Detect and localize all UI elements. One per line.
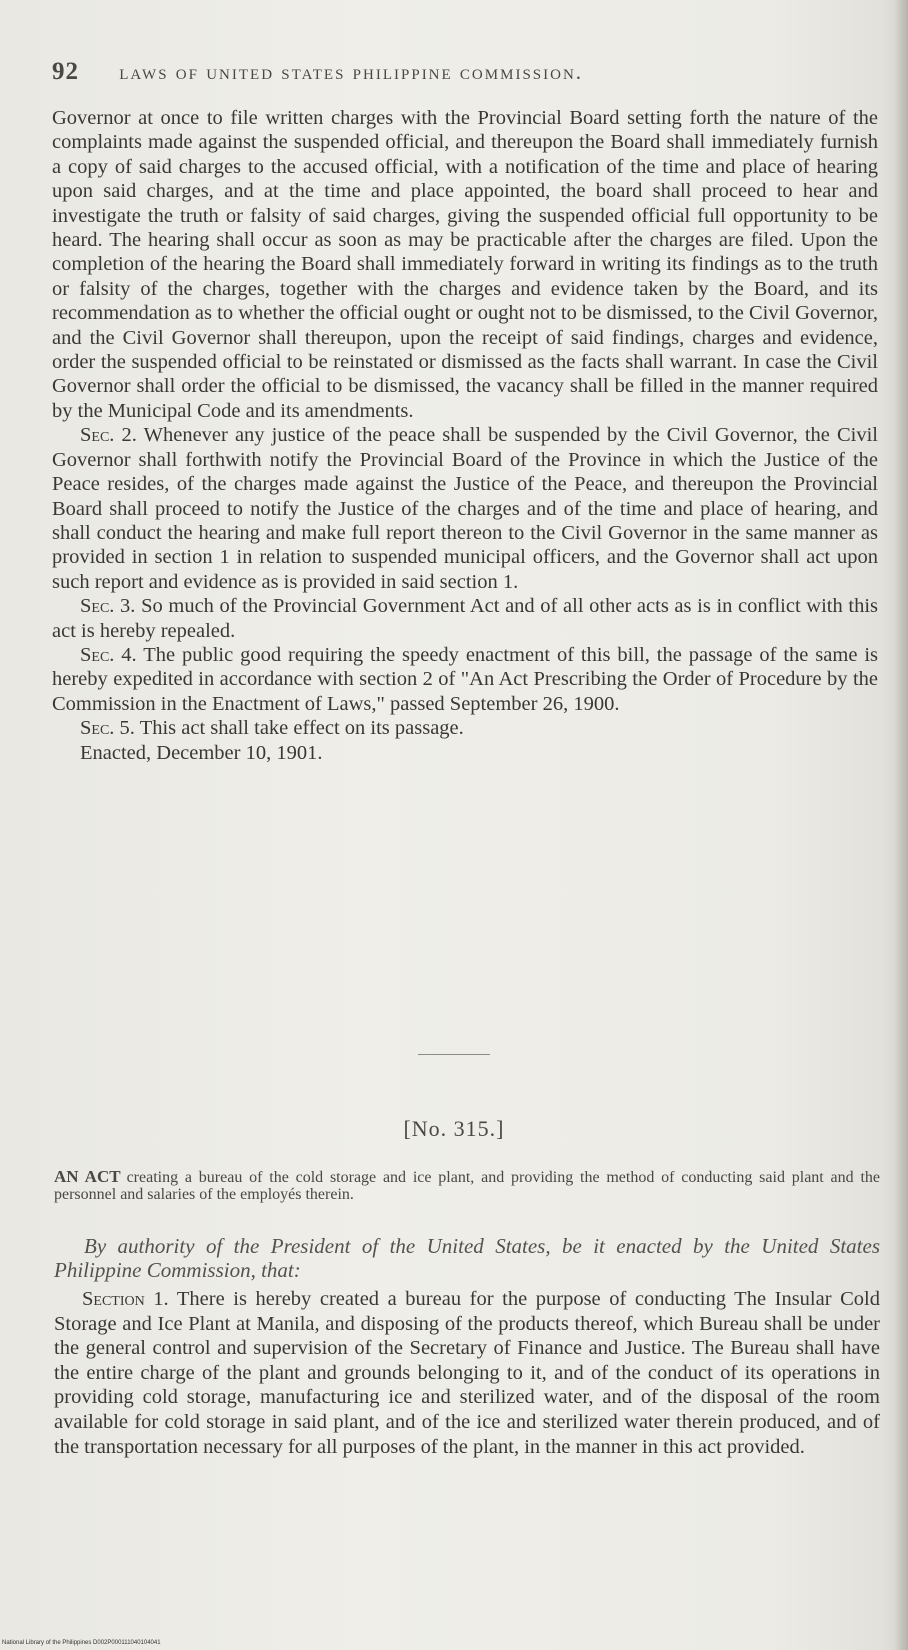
scan-credit: National Library of the Philippines D002P000111040104041 — [2, 1640, 161, 1646]
act-315-section-1-label: Section 1. — [82, 1288, 169, 1310]
section-4-text: The public good requiring the speedy enactment of this bill, the passage of the same is hereby expedited in accordance with section 2 of "An Act Prescribing the Order of Procedure by the Commission in the Enactment of Laws," passed September 26, 1900. — [52, 643, 878, 715]
act-315-section-1 — [54, 1287, 880, 1459]
section-2-text: Whenever any justice of the peace shall be suspended by the Civil Governor, the Civil Governor shall forthwith notify the Provincial Board of the Province in which the Justice of the Peace resides, of the charges made against the Justice of the Peace, and thereupon the Provincial Board shall proceed to notify the Justice of the charges and of the time and place of hearing, and shall conduct the hearing and make full report thereon to the Civil Governor in the same manner as provided in section 1 in relation to suspended municipal officers, and the Governor shall act upon such report and evidence as is provided in said section 1. — [52, 424, 878, 593]
act-315-text — [54, 1287, 880, 1459]
section-5-label: Sec. 5. — [80, 717, 135, 740]
section-4 — [52, 643, 878, 716]
section-5-text: This act shall take effect on its passage. — [139, 717, 464, 740]
section-2 — [52, 423, 878, 594]
enacted-date: Enacted, December 10, 1901. — [80, 741, 323, 764]
act-summary — [54, 1168, 880, 1203]
page-number: 92 — [52, 58, 79, 85]
act-summary-lead: AN ACT — [54, 1167, 121, 1186]
section-3-text: So much of the Provincial Government Act and of all other acts as is in conflict with this act is hereby repealed. — [52, 595, 879, 642]
act-314-continued-text — [52, 106, 878, 765]
section-3-label: Sec. 3. — [80, 595, 136, 618]
act-summary-text: creating a bureau of the cold storage and ice plant, and providing the method of conducting said plant and the personnel and salaries of the employés therein. — [54, 1169, 880, 1203]
section-4-label: Sec. 4. — [80, 643, 137, 666]
section-2-label: Sec. 2. — [80, 424, 137, 447]
act-315-section-1-text: There is hereby created a bureau for the purpose of conducting The Insular Cold Storage and Ice Plant at Manila, and disposing of the products thereof, which Bureau shall be under the general control and supervision of the Secretary of Finance and Justice. The Bureau shall have the entire charge of the plant and grounds belonging to it, and of the conduct of its operations in providing cold storage, manufacturing ice and sterilized water, and of the disposal of the room available for cold storage in said plant, and of the ice and sterilized water therein produced, and of the transportation necessary for all purposes of the plant, in the manner in this act provided. — [54, 1288, 880, 1458]
enacting-clause: By authority of the President of the United States, be it enacted by the United States Philippine Commission, that: — [54, 1234, 880, 1282]
running-title: laws of united states philippine commission. — [119, 60, 584, 84]
act-number: [No. 315.] — [403, 1116, 505, 1141]
section-1-continued: Governor at once to file written charges with the Provincial Board setting forth the nature of the complaints made against the suspended official, and thereupon the Board shall immediately furnish a copy of said charges to the accused official, with a notification of the time and place of hearing upon said charges, and at the time and place appointed, the board shall proceed to hear and investigate the truth or falsity of said charges, giving the suspended official full opportunity to be heard. The hearing shall occur as soon as may be practicable after the charges are filed. Upon the completion of the hearing the Board shall immediately forward in writing its findings as to the truth or falsity of the charges, together with the charges and evidence taken by the Board, and its recommendation as to whether the official ought or ought not to be dismissed, to the Civil Governor, and the Civil Governor shall thereupon, upon the receipt of said findings, charges and evidence, order the suspended official to be reinstated or dismissed as the facts shall warrant. In case the Civil Governor shall order the official to be dismissed, the vacancy shall be filled in the manner required by the Municipal Code and its amendments. — [52, 107, 878, 422]
section-5 — [52, 716, 878, 740]
section-3 — [52, 594, 878, 643]
page-edge-shadow — [894, 0, 908, 1650]
running-header — [52, 58, 792, 86]
section-divider — [418, 1054, 490, 1055]
